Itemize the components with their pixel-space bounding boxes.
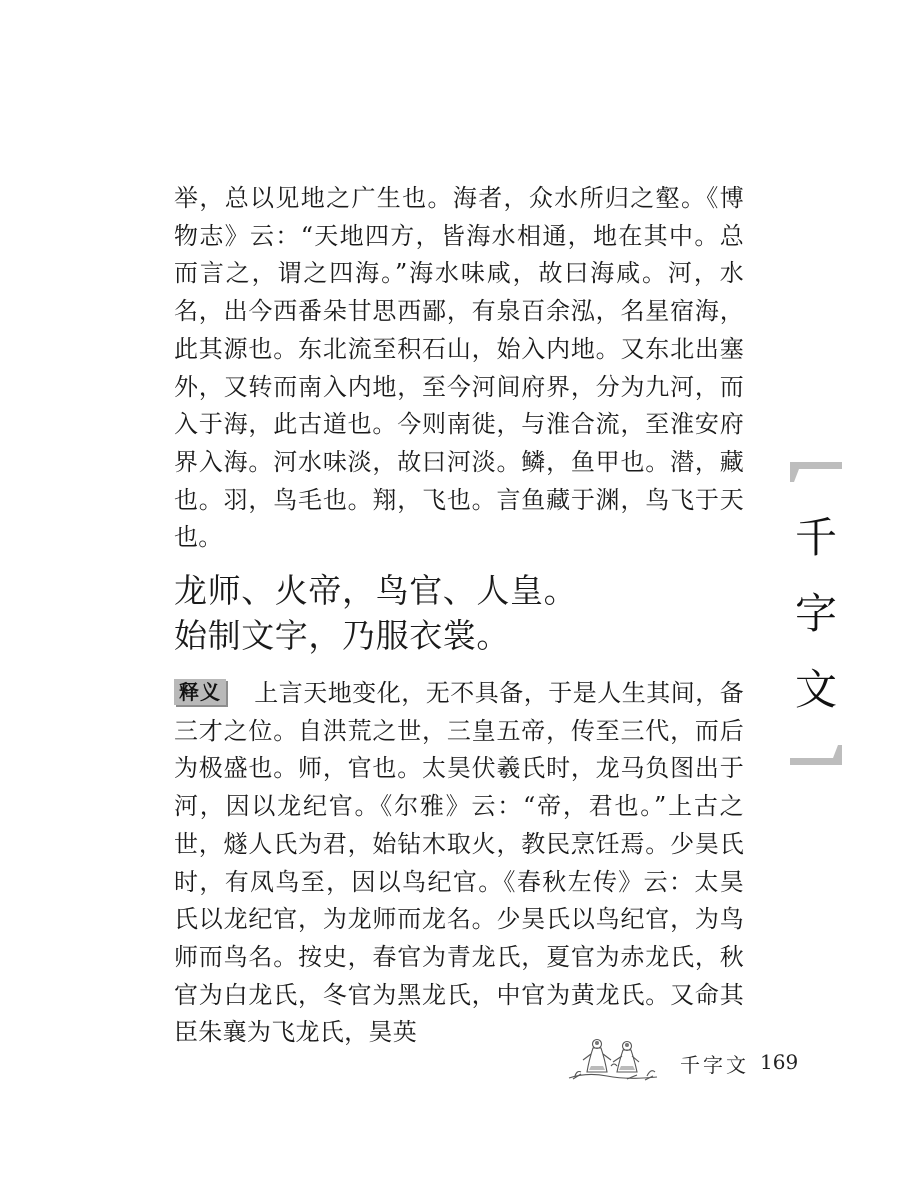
explanation-text: 上言天地变化，无不具备，于是人生其间，备三才之位。自洪荒之世，三皇五帝，传至三代，而后为极盛也。师，官也。太昊伏羲氏时，龙马负图出于河，因以龙纪官。《尔雅》云：“帝，君也。”上古之世，燧人氏为君，始钻木取火，教民烹饪焉。少昊氏时，有凤鸟至，因以鸟纪官。《春秋左传》云：太昊氏以龙纪官，为龙师而龙名。少昊氏以鸟纪官，为鸟师而鸟名。按史，春官为青龙氏，夏官为赤龙氏，秋官为白龙氏，冬官为黑龙氏，中官为黄龙氏。又命其臣朱襄为飞龙氏，昊英 <box>174 679 744 1047</box>
bracket-bottom-icon <box>790 745 842 765</box>
commentary-paragraph: 举，总以见地之广生也。海者，众水所归之壑。《博物志》云：“天地四方，皆海水相通，地在其中。总而言之，谓之四海。”海水味咸，故曰海咸。河，水名，出今西番朵甘思西鄙，有泉百余泓，名星宿海，此其源也。东北流至积石山，始入内地。又东北出塞外，又转而南入内地，至今河间府界，分为九河，而入于海，此古道也。今则南徙，与淮合流，至淮安府界入海。河水味淡，故曰河淡。鳞，鱼甲也。潜，藏也。羽，鸟毛也。翔，飞也。言鱼藏于渊，鸟飞于天也。 <box>174 184 744 552</box>
verse-line-2: 始制文字，乃服衣裳。 <box>174 616 510 655</box>
verse-line-1: 龙师、火帝，鸟官、人皇。 <box>174 571 578 610</box>
scholars-illustration-icon <box>567 1032 659 1082</box>
footer-book-title: 千字文 <box>680 1053 749 1077</box>
side-tab-char-2: 字 <box>794 589 837 638</box>
page-number: 169 <box>760 1050 799 1074</box>
side-tab-char-3: 文 <box>794 665 837 714</box>
explanation-label: 释义 <box>174 679 226 705</box>
side-tab-char-1: 千 <box>794 513 837 562</box>
explanation-paragraph <box>174 675 744 1052</box>
side-tab-title <box>790 500 842 728</box>
verse-heading <box>174 568 577 658</box>
side-tab <box>790 462 842 767</box>
bracket-top-icon <box>790 462 842 482</box>
